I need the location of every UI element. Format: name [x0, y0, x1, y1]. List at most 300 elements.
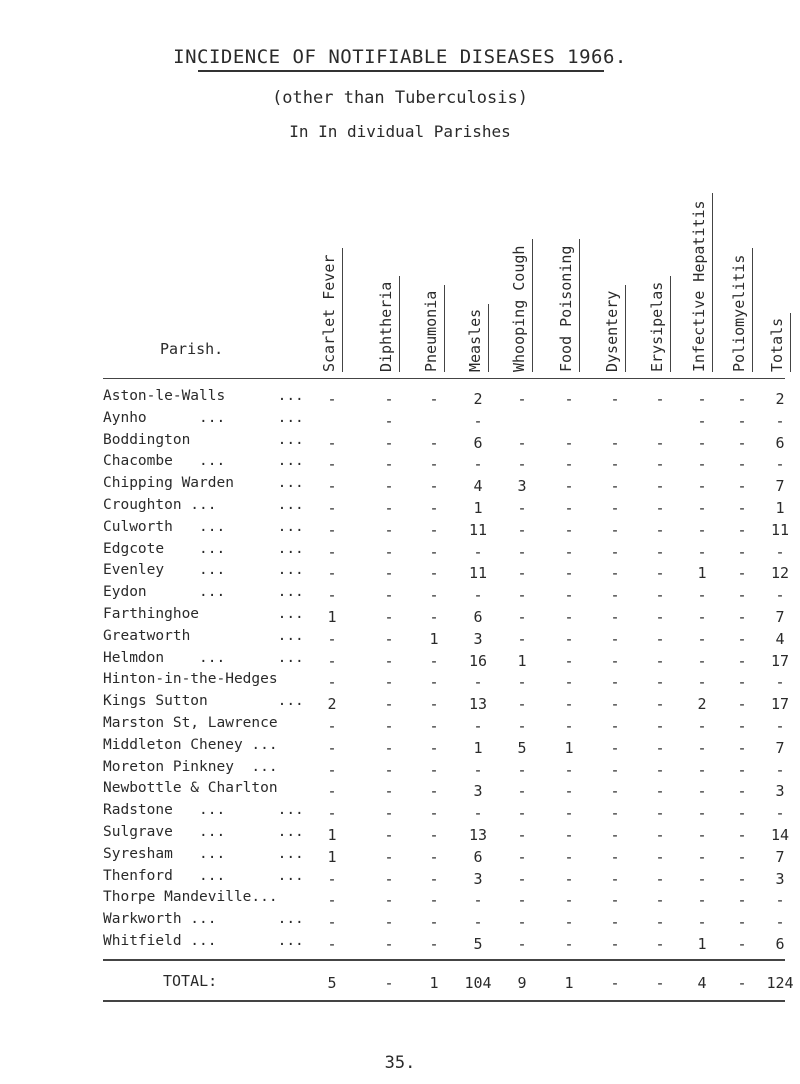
parish-name: Greatworth ...	[103, 627, 304, 644]
parish-name: Farthinghoe ...	[103, 606, 304, 622]
table-cell: -	[655, 869, 665, 888]
total-cell: -	[655, 974, 665, 992]
table-cell: -	[697, 826, 707, 844]
table-cell: -	[610, 695, 620, 714]
table-cell: -	[384, 411, 394, 430]
column-header-pneumonia: Pneumonia	[422, 290, 440, 372]
column-divider	[790, 313, 791, 372]
table-cell: 13	[468, 826, 488, 844]
total-cell: -	[737, 974, 747, 992]
table-cell: -	[327, 564, 337, 583]
table-cell: -	[384, 891, 394, 910]
table-cell: -	[775, 891, 785, 910]
table-cell: -	[655, 564, 665, 583]
table-cell: -	[737, 499, 747, 517]
table-cell: -	[655, 760, 665, 779]
table-cell: -	[429, 738, 439, 757]
parish-name: Culworth ... ...	[103, 518, 304, 535]
table-cell: -	[737, 673, 747, 692]
table-cell: -	[327, 477, 337, 496]
table-cell: 16	[468, 651, 488, 670]
table-cell: -	[697, 455, 707, 474]
total-cell: 4	[697, 974, 707, 992]
table-cell: 1	[775, 499, 785, 517]
page-subtitle-parishes: In In dividual Parishes	[289, 122, 511, 141]
table-cell: -	[737, 433, 747, 452]
table-cell: -	[775, 717, 785, 735]
table-cell: 3	[473, 629, 483, 648]
page-subtitle: (other than Tuberculosis)	[272, 88, 528, 108]
table-cell: -	[697, 586, 707, 605]
table-cell: 6	[473, 847, 483, 866]
table-cell: -	[517, 673, 527, 692]
table-cell: -	[610, 608, 620, 626]
table-cell: -	[564, 608, 574, 626]
table-cell: -	[697, 433, 707, 452]
total-cell: 9	[517, 974, 527, 992]
parish-name: Chacombe ... ...	[103, 453, 304, 470]
table-cell: -	[697, 390, 707, 408]
column-header-poliomyelitis: Poliomyelitis	[730, 254, 748, 372]
table-cell: -	[327, 433, 337, 452]
table-cell: -	[655, 455, 665, 474]
table-cell: -	[327, 782, 337, 801]
table-cell: -	[655, 847, 665, 866]
table-cell: -	[429, 433, 439, 452]
table-cell: 1	[697, 564, 707, 583]
table-cell: -	[610, 717, 620, 735]
table-cell: -	[655, 935, 665, 953]
table-cell: -	[655, 390, 665, 408]
table-cell: -	[564, 520, 574, 539]
table-cell: 1	[327, 826, 337, 844]
table-cell: -	[697, 760, 707, 779]
total-cell: -	[384, 974, 394, 992]
table-cell: -	[429, 477, 439, 496]
table-cell: -	[327, 891, 337, 910]
table-cell: -	[737, 608, 747, 626]
table-cell: -	[697, 847, 707, 866]
column-divider	[625, 285, 626, 372]
page-number: 35.	[384, 1053, 416, 1073]
table-cell: -	[737, 847, 747, 866]
table-cell: -	[697, 542, 707, 561]
table-cell: -	[737, 695, 747, 714]
table-cell: -	[429, 935, 439, 953]
table-cell: 1	[697, 935, 707, 953]
parish-column-header: Parish.	[160, 340, 224, 358]
table-cell: -	[517, 455, 527, 474]
table-cell: -	[517, 564, 527, 583]
table-cell: -	[517, 913, 527, 932]
table-cell: -	[564, 891, 574, 910]
table-cell: -	[610, 847, 620, 866]
table-cell: -	[429, 564, 439, 583]
table-cell: -	[655, 499, 665, 517]
table-cell: -	[384, 782, 394, 801]
table-cell: -	[564, 455, 574, 474]
table-cell: -	[697, 804, 707, 823]
table-cell: 4	[473, 477, 483, 496]
table-cell: -	[517, 891, 527, 910]
table-cell: -	[327, 760, 337, 779]
header-rule	[103, 378, 785, 379]
table-cell: -	[473, 717, 483, 735]
total-cell: 124	[766, 974, 794, 992]
table-cell: -	[384, 695, 394, 714]
table-cell: -	[655, 586, 665, 605]
table-cell: -	[564, 804, 574, 823]
table-cell: -	[429, 760, 439, 779]
table-cell: -	[327, 651, 337, 670]
table-cell: -	[655, 673, 665, 692]
table-cell: 5	[473, 935, 483, 953]
table-cell: 7	[775, 738, 785, 757]
table-cell: 1	[473, 499, 483, 517]
table-cell: -	[517, 826, 527, 844]
parish-name: Chipping Warden ...	[103, 475, 304, 492]
table-cell: -	[775, 586, 785, 605]
table-cell: -	[327, 804, 337, 823]
table-cell: -	[655, 477, 665, 496]
table-cell: -	[384, 673, 394, 692]
table-cell: -	[473, 804, 483, 823]
table-cell: -	[697, 869, 707, 888]
table-cell: -	[564, 673, 574, 692]
table-cell: 13	[468, 695, 488, 714]
table-cell: -	[655, 695, 665, 714]
column-divider	[532, 239, 533, 372]
table-cell: 2	[775, 390, 785, 408]
table-cell: -	[517, 390, 527, 408]
table-cell: -	[655, 717, 665, 735]
table-cell: -	[775, 804, 785, 823]
table-cell: -	[564, 629, 574, 648]
table-cell: -	[737, 390, 747, 408]
total-cell: 104	[464, 974, 492, 992]
table-cell: -	[384, 913, 394, 932]
table-cell: -	[697, 499, 707, 517]
table-cell: -	[564, 869, 574, 888]
column-header-erysipelas: Erysipelas	[648, 281, 666, 372]
table-cell: -	[564, 477, 574, 496]
column-header-whooping-cough: Whooping Cough	[510, 245, 528, 372]
table-cell: -	[655, 804, 665, 823]
column-header-food-poisoning: Food Poisoning	[557, 245, 575, 372]
table-cell: 2	[473, 390, 483, 408]
table-cell: -	[737, 542, 747, 561]
table-cell: -	[327, 499, 337, 517]
table-cell: -	[610, 564, 620, 583]
table-cell: -	[384, 717, 394, 735]
parish-name: Sulgrave ... ...	[103, 824, 304, 840]
table-cell: 1	[327, 608, 337, 626]
table-cell: -	[655, 629, 665, 648]
table-cell: -	[473, 760, 483, 779]
table-cell: -	[429, 673, 439, 692]
totals-rule-bottom	[103, 1000, 785, 1002]
table-cell: -	[429, 782, 439, 801]
table-cell: -	[384, 804, 394, 823]
table-cell: -	[610, 542, 620, 561]
table-cell: -	[610, 935, 620, 953]
table-cell: -	[517, 869, 527, 888]
table-cell: -	[473, 542, 483, 561]
column-header-diphtheria: Diphtheria	[377, 281, 395, 372]
column-divider	[342, 248, 343, 372]
table-cell: -	[610, 433, 620, 452]
table-cell: 17	[770, 695, 790, 714]
table-cell: -	[610, 804, 620, 823]
table-cell: -	[429, 717, 439, 735]
table-cell: 6	[775, 935, 785, 953]
table-cell: 7	[775, 847, 785, 866]
table-cell: -	[564, 651, 574, 670]
table-cell: -	[384, 455, 394, 474]
table-cell: -	[697, 629, 707, 648]
table-cell: -	[655, 433, 665, 452]
table-cell: -	[327, 673, 337, 692]
table-cell: -	[384, 520, 394, 539]
table-cell: -	[384, 499, 394, 517]
table-cell: -	[429, 913, 439, 932]
table-cell: -	[737, 520, 747, 539]
table-cell: -	[610, 499, 620, 517]
table-cell: -	[610, 891, 620, 910]
table-cell: -	[564, 586, 574, 605]
table-cell: 14	[770, 826, 790, 844]
table-cell: -	[429, 804, 439, 823]
table-cell: -	[610, 586, 620, 605]
table-cell: -	[327, 717, 337, 735]
table-cell: -	[655, 782, 665, 801]
table-cell: 3	[775, 782, 785, 801]
table-cell: -	[327, 520, 337, 539]
parish-name: Warkworth ... ...	[103, 911, 304, 928]
table-cell: -	[429, 695, 439, 714]
table-cell: -	[473, 913, 483, 932]
table-cell: -	[697, 651, 707, 670]
table-cell: -	[564, 564, 574, 583]
table-cell: 12	[770, 564, 790, 583]
table-cell: 6	[473, 433, 483, 452]
table-cell: -	[517, 717, 527, 735]
table-cell: -	[473, 586, 483, 605]
parish-name: Eydon ... ...	[103, 584, 304, 601]
column-divider	[579, 239, 580, 372]
table-cell: -	[564, 542, 574, 561]
table-cell: -	[384, 564, 394, 583]
table-cell: -	[327, 913, 337, 932]
table-cell: -	[517, 935, 527, 953]
table-cell: -	[564, 847, 574, 866]
table-cell: -	[610, 738, 620, 757]
table-cell: -	[473, 455, 483, 474]
table-cell: -	[610, 673, 620, 692]
table-cell: -	[384, 586, 394, 605]
table-cell: -	[697, 738, 707, 757]
parish-name: Syresham ... ...	[103, 845, 304, 862]
table-cell: -	[610, 826, 620, 844]
table-cell: -	[384, 542, 394, 561]
parish-name: Marston St, Lawrence	[103, 715, 278, 731]
table-cell: -	[517, 760, 527, 779]
table-cell: 11	[770, 520, 790, 539]
parish-name: Thenford ... ...	[103, 867, 304, 884]
table-cell: -	[473, 673, 483, 692]
table-cell: -	[517, 433, 527, 452]
parish-name: Hinton-in-the-Hedges	[103, 671, 278, 688]
table-cell: -	[429, 608, 439, 626]
table-cell: -	[610, 455, 620, 474]
table-cell: 7	[775, 608, 785, 626]
table-cell: -	[429, 520, 439, 539]
table-cell: -	[517, 520, 527, 539]
parish-name: Croughton ... ...	[103, 497, 304, 513]
table-cell: -	[737, 411, 747, 430]
table-cell: -	[429, 847, 439, 866]
table-cell: -	[655, 608, 665, 626]
table-cell: -	[429, 542, 439, 561]
table-cell: -	[737, 455, 747, 474]
table-cell: -	[655, 651, 665, 670]
table-cell: -	[737, 586, 747, 605]
table-cell: -	[384, 826, 394, 844]
table-cell: -	[775, 542, 785, 561]
table-cell: -	[737, 935, 747, 953]
title-underline	[198, 70, 604, 72]
table-cell: 17	[770, 651, 790, 670]
table-cell: -	[737, 804, 747, 823]
table-cell: -	[384, 477, 394, 496]
table-cell: -	[655, 913, 665, 932]
table-cell: -	[697, 673, 707, 692]
total-cell: 1	[564, 974, 574, 992]
table-cell: -	[473, 411, 483, 430]
column-divider	[399, 276, 400, 372]
total-cell: 5	[327, 974, 337, 992]
table-cell: -	[517, 499, 527, 517]
parish-name: Boddington ...	[103, 431, 304, 448]
table-cell: -	[697, 411, 707, 430]
table-cell: -	[327, 390, 337, 408]
table-cell: -	[429, 390, 439, 408]
table-cell: -	[737, 738, 747, 757]
table-cell: -	[429, 651, 439, 670]
table-cell: -	[737, 826, 747, 844]
table-cell: -	[564, 433, 574, 452]
table-cell: -	[737, 629, 747, 648]
table-cell: -	[655, 826, 665, 844]
table-cell: -	[655, 891, 665, 910]
table-cell: 3	[517, 477, 527, 496]
parish-name: Newbottle & Charlton	[103, 780, 278, 797]
table-cell: -	[775, 673, 785, 692]
parish-name: Evenley ... ...	[103, 562, 304, 579]
column-divider	[488, 304, 489, 372]
column-divider	[670, 276, 671, 372]
table-cell: -	[737, 891, 747, 910]
table-cell: -	[737, 651, 747, 670]
table-cell: -	[384, 390, 394, 408]
table-cell: -	[775, 760, 785, 779]
parish-name: Kings Sutton ...	[103, 693, 304, 710]
table-cell: -	[737, 564, 747, 583]
table-cell: -	[429, 499, 439, 517]
table-cell: 6	[473, 608, 483, 626]
table-cell: -	[610, 629, 620, 648]
table-cell: -	[384, 608, 394, 626]
table-cell: 6	[775, 433, 785, 452]
table-cell: 1	[473, 738, 483, 757]
table-cell: -	[564, 760, 574, 779]
table-cell: -	[697, 520, 707, 539]
column-header-scarlet-fever: Scarlet Fever	[320, 254, 338, 372]
parish-name: Radstone ... ...	[103, 802, 304, 819]
table-cell: 2	[697, 695, 707, 714]
table-cell: -	[327, 629, 337, 648]
table-cell: -	[610, 390, 620, 408]
column-header-infective-hepatitis: Infective Hepatitis	[690, 200, 708, 372]
table-cell: -	[384, 869, 394, 888]
table-cell: -	[737, 869, 747, 888]
table-cell: 2	[327, 695, 337, 714]
table-cell: -	[564, 782, 574, 801]
table-cell: -	[775, 455, 785, 474]
table-cell: -	[564, 913, 574, 932]
parish-name: Moreton Pinkney ...	[103, 758, 278, 775]
total-label: TOTAL:	[163, 972, 218, 990]
table-cell: 1	[327, 847, 337, 866]
table-cell: 11	[468, 564, 488, 583]
table-cell: 1	[429, 629, 439, 648]
table-cell: -	[517, 782, 527, 801]
column-divider	[752, 248, 753, 372]
table-cell: -	[429, 826, 439, 844]
table-cell: 7	[775, 477, 785, 496]
table-cell: -	[327, 869, 337, 888]
table-cell: -	[327, 586, 337, 605]
table-cell: -	[384, 847, 394, 866]
table-cell: -	[737, 782, 747, 801]
table-cell: 3	[473, 782, 483, 801]
table-cell: -	[429, 891, 439, 910]
table-cell: -	[564, 826, 574, 844]
table-cell: 3	[775, 869, 785, 888]
table-cell: -	[737, 477, 747, 496]
table-cell: 1	[517, 651, 527, 670]
table-cell: 11	[468, 520, 488, 539]
page-title: INCIDENCE OF NOTIFIABLE DISEASES 1966.	[173, 46, 627, 68]
table-cell: 3	[473, 869, 483, 888]
parish-name: Aston-le-Walls ...	[103, 388, 304, 404]
table-cell: 1	[564, 738, 574, 757]
table-cell: -	[610, 782, 620, 801]
column-header-measles: Measles	[466, 308, 484, 372]
table-cell: -	[564, 390, 574, 408]
column-header-dysentery: Dysentery	[603, 290, 621, 372]
table-cell: -	[429, 869, 439, 888]
table-cell: 4	[775, 629, 785, 648]
parish-name: Helmdon ... ...	[103, 649, 304, 666]
table-cell: -	[610, 651, 620, 670]
table-cell: -	[564, 717, 574, 735]
table-cell: -	[327, 455, 337, 474]
table-cell: -	[384, 935, 394, 953]
table-cell: -	[327, 542, 337, 561]
table-cell: -	[429, 455, 439, 474]
table-cell: -	[384, 738, 394, 757]
